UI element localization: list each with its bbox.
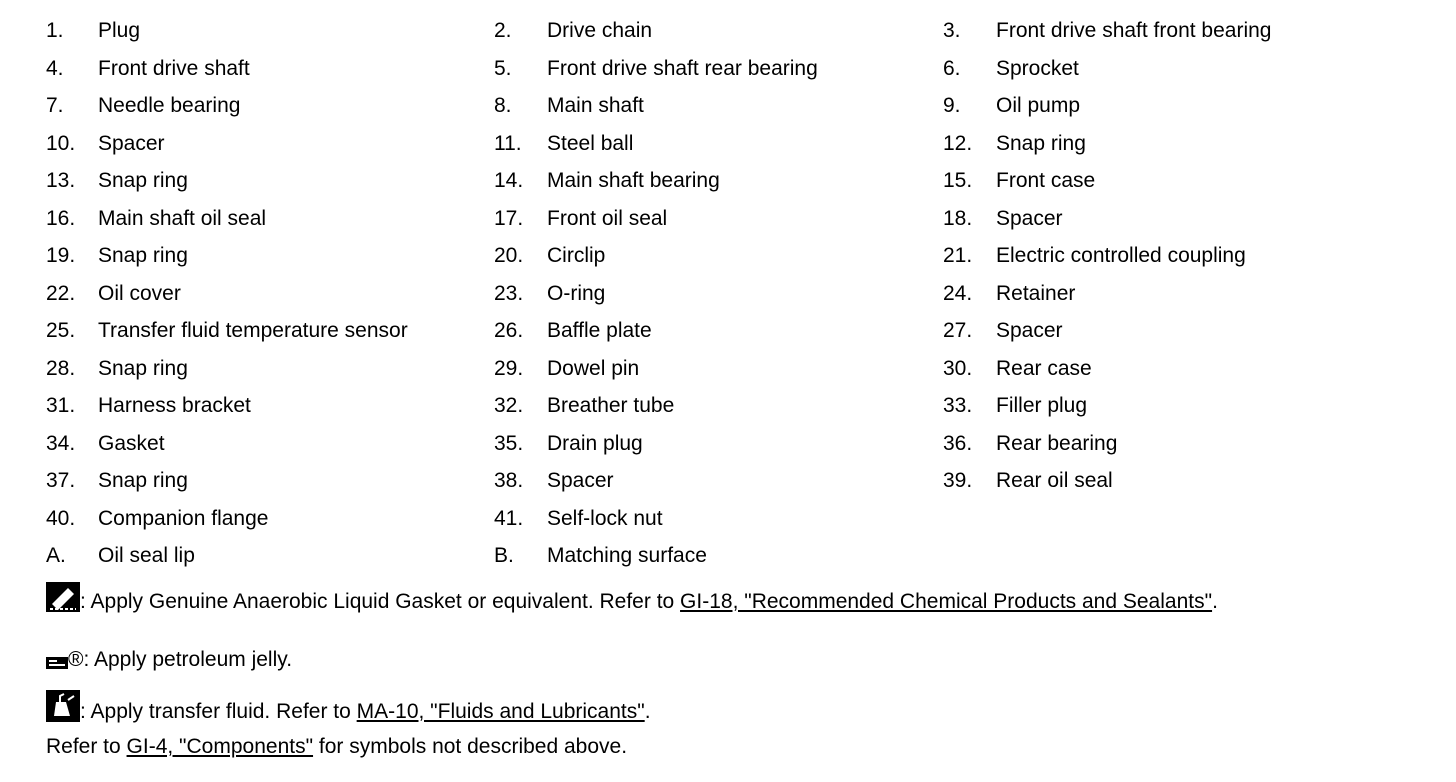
part-number: 40. [46,506,76,530]
part-name: Rear oil seal [996,469,1113,492]
part-name: Main shaft oil seal [98,206,267,230]
part-name: Snap ring [98,244,188,267]
part-name: Front oil seal [547,206,668,230]
part-number: 23. [494,281,524,305]
part-name: Needle bearing [98,94,241,117]
part-name: Spacer [98,131,165,155]
part-name: Dowel pin [547,356,640,380]
parts-legend [0,12,1456,575]
part-name: Gasket [98,431,165,455]
part-number: 28. [46,356,76,380]
part-number: 14. [494,169,524,192]
note-jelly-text: : Apply petroleum jelly. [83,648,293,671]
part-name: Snap ring [98,356,188,380]
part-name: Plug [98,19,141,42]
part-name: Drive chain [547,19,653,42]
oil-can-icon [46,690,80,730]
part-number: 36. [943,431,973,455]
parts-row [0,537,1456,575]
part-number: 34. [46,431,76,455]
part-number: 19. [46,244,76,267]
part-name: Front drive shaft rear bearing [547,56,818,80]
parts-row [0,162,1456,200]
link-ma-10[interactable]: MA-10, "Fluids and Lubricants" [356,700,645,723]
part-name: Sprocket [996,56,1079,80]
parts-row [0,237,1456,275]
note-refer-symbols [46,733,627,761]
part-number: 5. [494,56,512,80]
part-number: 33. [943,394,973,417]
part-number: 11. [494,131,522,155]
part-name: Oil seal lip [98,544,195,567]
jelly-symbol: ® [68,648,84,671]
part-name: Oil pump [996,94,1081,117]
parts-row [0,387,1456,425]
part-name: Snap ring [98,169,188,192]
part-number: 29. [494,356,524,380]
part-name: Main shaft bearing [547,169,720,192]
part-number: 26. [494,319,524,342]
parts-row [0,50,1456,88]
part-name: Oil cover [98,281,181,305]
part-number: 4. [46,56,64,80]
part-number: 12. [943,131,973,155]
part-name: Self-lock nut [547,506,663,530]
note-refer-text: Refer to [46,735,127,758]
note-liquid-gasket [46,582,1218,620]
part-name: Baffle plate [547,319,652,342]
note-gasket-end: . [1212,590,1218,613]
part-name: Snap ring [98,469,188,492]
part-number: 2. [494,19,512,42]
part-number: 35. [494,431,524,455]
part-name: Transfer fluid temperature sensor [98,319,408,342]
part-name: Spacer [996,206,1063,230]
part-number: 16. [46,206,76,230]
link-gi-4[interactable]: GI-4, "Components" [126,735,314,758]
part-name: Front drive shaft [98,56,250,80]
part-number: 20. [494,244,524,267]
part-number: 38. [494,469,524,492]
part-name: Main shaft [547,94,644,117]
liquid-gasket-icon [46,582,80,620]
note-petroleum-jelly [46,646,292,678]
part-number: 25. [46,319,76,342]
part-number: 32. [494,394,524,417]
part-name: Spacer [996,319,1063,342]
part-name: Circlip [547,244,606,267]
part-name: Filler plug [996,394,1088,417]
part-number: 8. [494,94,512,117]
part-number: 9. [943,94,961,117]
part-number: 37. [46,469,76,492]
part-name: O-ring [547,281,606,305]
part-number: 17. [494,206,524,230]
part-number: A. [46,544,66,567]
note-transfer-fluid [46,690,651,730]
part-number: 30. [943,356,973,380]
part-number: 15. [943,169,973,192]
part-number: 3. [943,19,961,42]
parts-row [0,500,1456,538]
part-number: 31. [46,394,76,417]
part-number: 7. [46,94,64,117]
part-number: 41. [494,506,524,530]
note-refer-end: for symbols not described above. [313,735,628,758]
parts-row [0,275,1456,313]
parts-row [0,200,1456,238]
part-name: Breather tube [547,394,675,417]
link-gi-18[interactable]: GI-18, "Recommended Chemical Products and Sealants" [680,590,1213,613]
part-number: 21. [943,244,973,267]
parts-row [0,312,1456,350]
part-name: Rear bearing [996,431,1118,455]
part-number: B. [494,544,514,567]
note-gasket-text: : Apply Genuine Anaerobic Liquid Gasket or equivalent. Refer to [80,590,681,613]
part-name: Companion flange [98,506,269,530]
part-number: 1. [46,19,64,42]
part-name: Front case [996,169,1096,192]
parts-row [0,462,1456,500]
part-number: 27. [943,319,973,342]
part-name: Rear case [996,356,1092,380]
part-number: 13. [46,169,76,192]
part-number: 18. [943,206,973,230]
part-name: Electric controlled coupling [996,244,1246,267]
part-name: Spacer [547,469,614,492]
part-number: 22. [46,281,76,305]
part-name: Retainer [996,281,1076,305]
part-name: Matching surface [547,544,707,567]
part-name: Drain plug [547,431,643,455]
part-name: Steel ball [547,131,634,155]
part-name: Snap ring [996,131,1086,155]
parts-row [0,12,1456,50]
parts-row [0,125,1456,163]
part-name: Harness bracket [98,394,251,417]
part-number: 10. [46,131,76,155]
part-name: Front drive shaft front bearing [996,19,1272,42]
parts-row [0,425,1456,463]
part-number: 39. [943,469,973,492]
petroleum-jelly-icon [46,650,68,678]
part-number: 24. [943,281,973,305]
note-fluid-end: . [644,700,651,723]
part-number: 6. [943,56,961,80]
note-fluid-text: : Apply transfer fluid. Refer to [80,700,357,723]
parts-row [0,350,1456,388]
parts-row [0,87,1456,125]
